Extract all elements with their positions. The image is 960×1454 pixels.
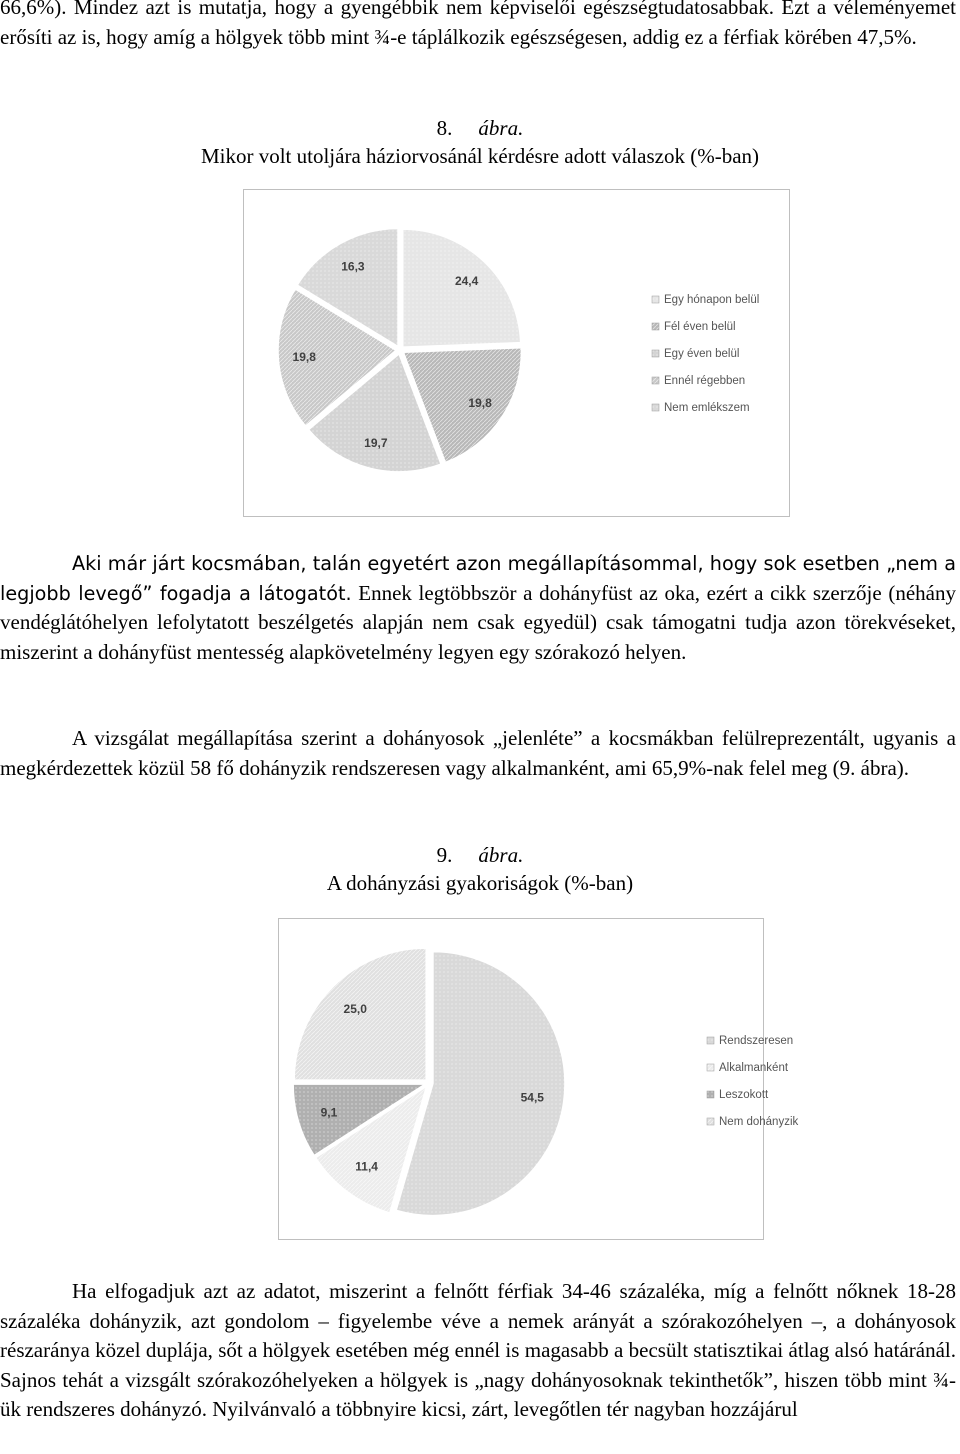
chart8-legend-egy-even-belul: Egy éven belül	[664, 348, 740, 360]
figure-9-caption	[0, 841, 960, 869]
paragraph-3: A vizsgálat megállapítása szerint a dohányosok „jelenléte” a kocsmákban felülreprezentált, ugyanis a megkérdezettek közül 58 fő dohányzik rendszeresen vagy alkalmanként, ami 65,9%-nak felel meg (9. ábra).	[0, 726, 956, 780]
chart8-legend-egy-honapon-belul: Egy hónapon belül	[664, 294, 760, 306]
paragraph-2	[0, 549, 956, 667]
chart8-legend-swatch	[652, 404, 659, 411]
figure-9-label: ábra.	[478, 843, 524, 867]
paragraph-4: Ha elfogadjuk azt az adatot, miszerint a felnőtt férfiak 34-46 százaléka, míg a felnőtt nőknek 18-28 százaléka dohányzik, azt gondolom – figyelembe véve a nemek arányát a szórakozóhelyen –, a dohányosok részaránya közel duplája, sőt a hölgyek esetében még ennél is magasabb a becsült statisztikai átlag alsó határánál. Sajnos tehát a vizsgált szórakozóhelyeken a hölgyek is „nagy dohányosoknak tekinthetők”, hiszen több mint ¾-ük rendszeres dohányzó. Nyilvánvaló a többnyire kicsi, zárt, levegőtlen tér nagyban hozzájárul	[0, 1279, 956, 1421]
paragraph-2-sans-text: Aki már járt kocsmában, talán egyetért azon megállapításommal, hogy sok esetben „nem a legjobb levegő” fogadja a látogatót.	[0, 552, 956, 605]
chart8-data-label: 19,8	[468, 395, 492, 410]
chart9-legend-swatch	[707, 1091, 714, 1098]
figure-8-title: Mikor volt utoljára háziorvosánál kérdésre adott válaszok (%-ban)	[200, 144, 760, 168]
chart9-legend-leszokott: Leszokott	[719, 1089, 769, 1101]
chart9-data-label: 11,4	[355, 1159, 378, 1174]
chart9-data-label: 25,0	[343, 1002, 367, 1017]
figure-9-title: A dohányzási gyakoriságok (%-ban)	[326, 871, 634, 895]
chart8-legend-swatch	[652, 377, 659, 384]
chart8-data-label: 19,7	[364, 435, 388, 450]
pie-chart-8	[243, 189, 790, 517]
chart9-legend-swatch	[707, 1064, 714, 1071]
chart8-slice-egy-honapon-belul	[403, 229, 521, 347]
figure-8-label: ábra.	[478, 116, 524, 140]
chart9-legend-alkalmankent: Alkalmanként	[719, 1062, 789, 1074]
chart8-data-label: 24,4	[454, 273, 479, 288]
chart9-legend-rendszeresen: Rendszeresen	[719, 1035, 794, 1047]
pie-chart-9-svg	[279, 919, 799, 1239]
pie-chart-9	[278, 918, 799, 1240]
chart8-legend-swatch	[652, 323, 659, 330]
chart8-legend-nem-emlekszem: Nem emlékszem	[664, 402, 750, 414]
chart8-data-label: 19,8	[292, 350, 316, 365]
figure-9-number: 9.	[436, 843, 453, 867]
chart9-data-label: 54,5	[520, 1090, 544, 1105]
chart8-legend-swatch	[652, 350, 659, 357]
chart8-data-label: 16,3	[341, 259, 365, 274]
paragraph-top: 66,6%). Mindez azt is mutatja, hogy a gyengébbik nem képviselői egészségtudatosabbak. Ezt a véleményemet erősíti az is, hogy amíg a hölgyek több mint ¾-e táplálkozik egészségesen, addig ez a férfiak körében 47,5%.	[0, 0, 956, 49]
pie-chart-8-svg	[244, 190, 789, 516]
chart8-legend-swatch	[652, 296, 659, 303]
paragraph-2-serif-text: Ennek legtöbbször a dohányfüst az oka, ezért a cikk szerzője (néhány vendéglátóhelyen lefolytatott beszélgetés alapján nem csak egyedül) csak támogatni tudja azon törekvéseket, miszerint a dohányfüst mentesség alapkövetelmény legyen egy szórakozó helyen.	[0, 580, 956, 664]
chart9-legend-swatch	[707, 1037, 714, 1044]
chart9-data-label: 9,1	[320, 1105, 338, 1120]
chart8-legend-ennel-regebben: Ennél régebben	[664, 375, 746, 387]
chart9-legend-swatch	[707, 1118, 714, 1125]
figure-8-number: 8.	[436, 116, 453, 140]
chart9-legend-nem-dohanyzik: Nem dohányzik	[719, 1116, 799, 1128]
figure-8-caption	[0, 114, 960, 142]
chart8-legend-fel-even-belul: Fél éven belül	[664, 321, 736, 333]
